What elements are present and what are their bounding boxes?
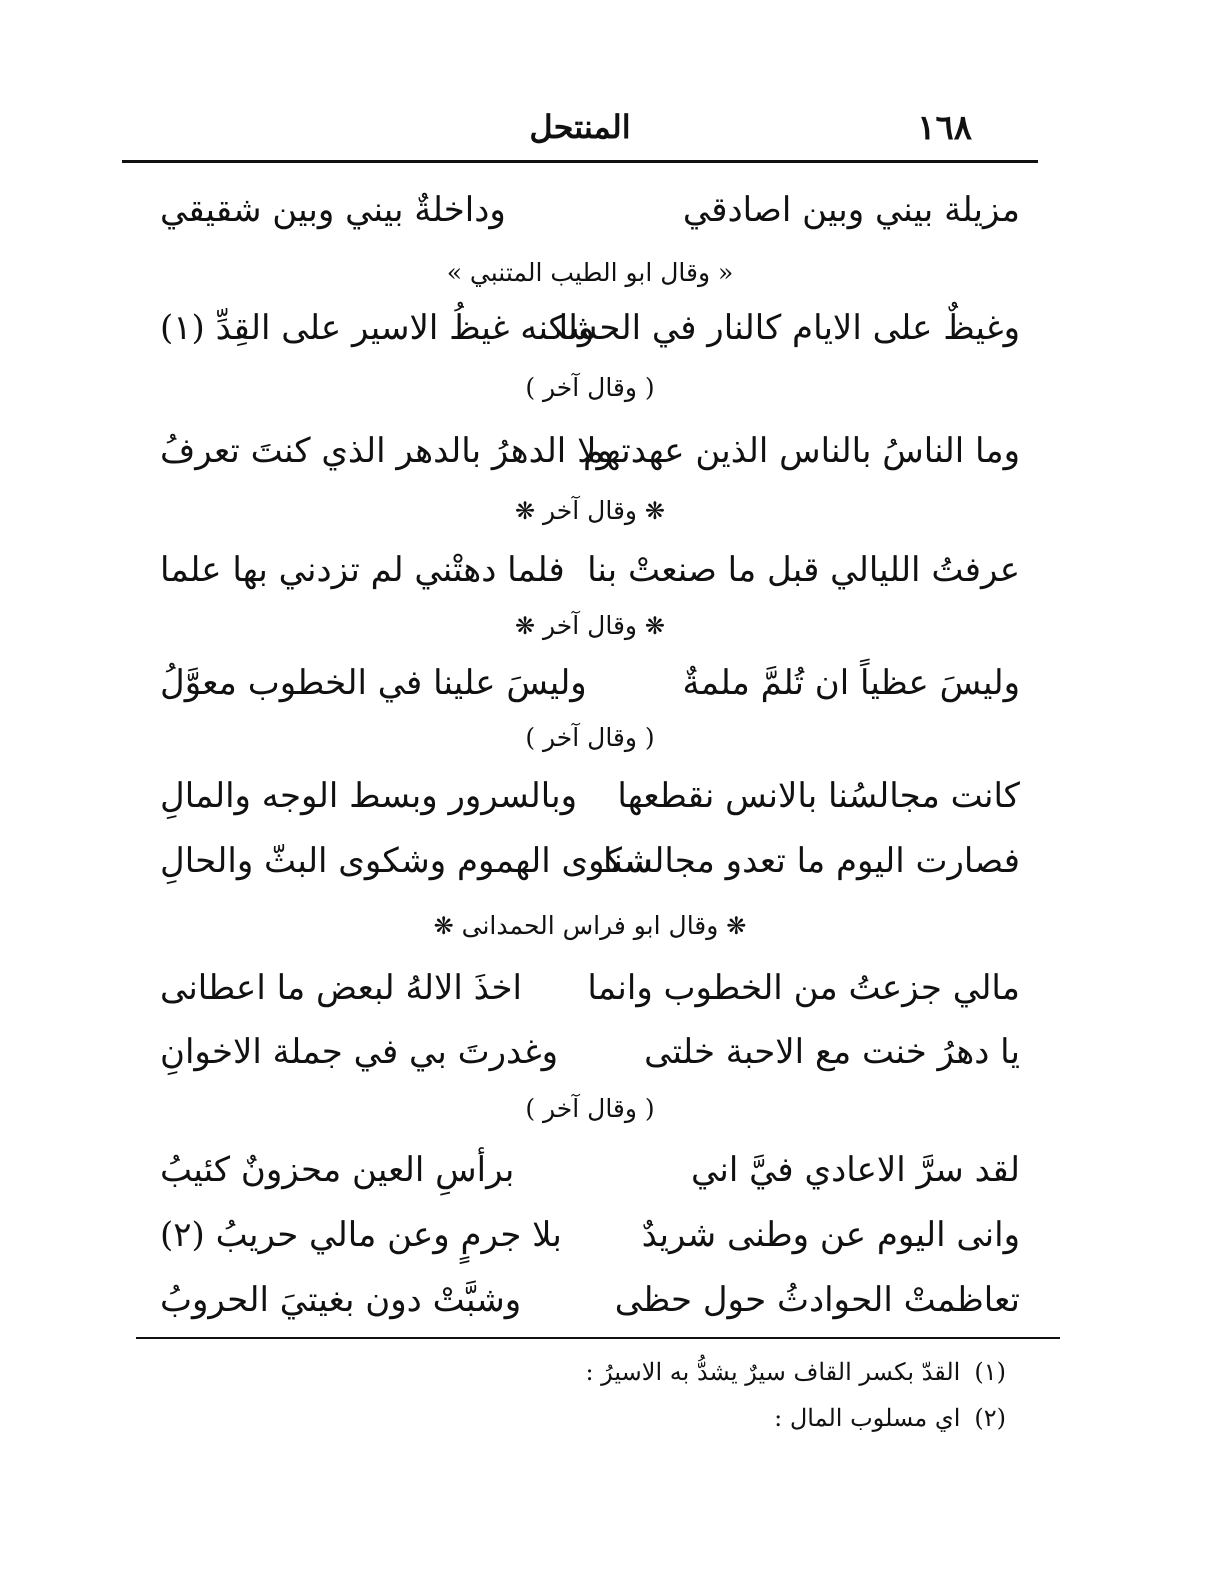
- verse-first-hemistich: فصارت اليوم ما تعدو مجالسنا: [603, 841, 1020, 881]
- verse-line: [130, 1022, 1050, 1082]
- verse-first-hemistich: وانى اليوم عن وطنى شريدٌ: [641, 1215, 1020, 1255]
- ornament-icon: ❋: [644, 612, 666, 640]
- verse-first-hemistich: وما الناسُ بالناس الذين عهدتهم: [582, 431, 1020, 471]
- footnote: [585, 1352, 1006, 1392]
- verse-line: [130, 653, 1050, 713]
- section-heading-text: وقال آخر: [543, 611, 637, 640]
- footnote-rule: [136, 1337, 1060, 1339]
- verse-second-hemistich: بلا جرمٍ وعن مالي حريبُ (٢): [160, 1215, 562, 1255]
- verse-second-hemistich: وداخلةٌ بيني وبين شقيقي: [160, 190, 506, 230]
- footnote-text: اي مسلوب المال :: [774, 1404, 961, 1432]
- verse-first-hemistich: يا دهرُ خنت مع الاحبة خلتى: [644, 1032, 1020, 1072]
- section-heading: [130, 906, 1050, 946]
- verse-second-hemistich: ولا الدهرُ بالدهر الذي كنتَ تعرفُ: [160, 431, 613, 471]
- verse-second-hemistich: وليسَ علينا في الخطوب معوَّلُ: [160, 663, 587, 703]
- page-number: ١٦٨: [917, 108, 972, 148]
- verse-second-hemistich: برأسِ العين محزونٌ كئيبُ: [160, 1150, 515, 1190]
- verse-second-hemistich: وشبَّتْ دون بغيتيَ الحروبُ: [160, 1280, 522, 1320]
- header-rule: [122, 160, 1038, 163]
- verse-first-hemistich: تعاظمتْ الحوادثُ حول حظى: [614, 1280, 1020, 1320]
- verse-line: [130, 421, 1050, 481]
- verse-second-hemistich: وغدرتَ بي في جملة الاخوانِ: [160, 1032, 559, 1072]
- verse-first-hemistich: وغيظٌ على الايام كالنار في الحشا: [558, 308, 1020, 348]
- section-heading: ( وقال آخر ): [525, 373, 655, 402]
- footnote-text: القدّ بكسر القاف سيرٌ يشدُّ به الاسيرُ :: [585, 1358, 961, 1386]
- ornament-icon: ❋: [726, 912, 747, 940]
- running-title: المنتحل: [529, 108, 631, 146]
- ornament-icon: ❋: [433, 912, 454, 940]
- ornament-icon: ❋: [644, 497, 666, 525]
- section-heading-text: وقال آخر: [543, 496, 637, 525]
- ornament-icon: ❋: [514, 612, 536, 640]
- verse-second-hemistich: اخذَ الالهُ لبعض ما اعطانى: [160, 968, 522, 1008]
- verse-first-hemistich: مزيلة بيني وبين اصادقي: [682, 190, 1020, 230]
- verse-line: [130, 298, 1050, 358]
- ornament-icon: ❋: [514, 497, 536, 525]
- verse-line: [130, 180, 1050, 240]
- section-heading: « وقال ابو الطيب المتنبي »: [446, 258, 734, 287]
- verse-first-hemistich: لقد سرَّ الاعادي فيَّ اني: [691, 1150, 1020, 1190]
- verse-second-hemistich: ولكنه غيظُ الاسير على القِدِّ (١): [160, 308, 595, 348]
- section-heading: [130, 606, 1050, 646]
- footnote: [774, 1398, 1006, 1438]
- page-header: [120, 108, 1040, 158]
- verse-line: [130, 540, 1050, 600]
- verse-line: [130, 1140, 1050, 1200]
- verse-first-hemistich: وليسَ عظياً ان تُلمَّ ملمةٌ: [682, 663, 1020, 703]
- verse-first-hemistich: كانت مجالسُنا بالانس نقطعها: [617, 776, 1020, 816]
- verse-line: [130, 958, 1050, 1018]
- footnote-mark: (٢): [974, 1404, 1006, 1432]
- section-heading: [130, 491, 1050, 531]
- verse-line: [130, 1270, 1050, 1330]
- verse-first-hemistich: عرفتُ الليالي قبل ما صنعتْ بنا: [587, 550, 1020, 590]
- section-heading: ( وقال آخر ): [525, 723, 655, 752]
- section-heading: ( وقال آخر ): [525, 1094, 655, 1123]
- verse-first-hemistich: مالي جزعتُ من الخطوب وانما: [587, 968, 1020, 1008]
- verse-line: [130, 766, 1050, 826]
- verse-line: [130, 831, 1050, 891]
- verse-second-hemistich: فلما دهتْني لم تزدني بها علما: [160, 550, 565, 590]
- footnote-mark: (١): [974, 1358, 1006, 1386]
- verse-second-hemistich: شكوى الهموم وشكوى البثّ والحالِ: [160, 841, 653, 881]
- verse-second-hemistich: وبالسرور وبسط الوجه والمالِ: [160, 776, 577, 816]
- section-heading-text: وقال ابو فراس الحمدانى: [461, 911, 719, 940]
- verse-line: [130, 1205, 1050, 1265]
